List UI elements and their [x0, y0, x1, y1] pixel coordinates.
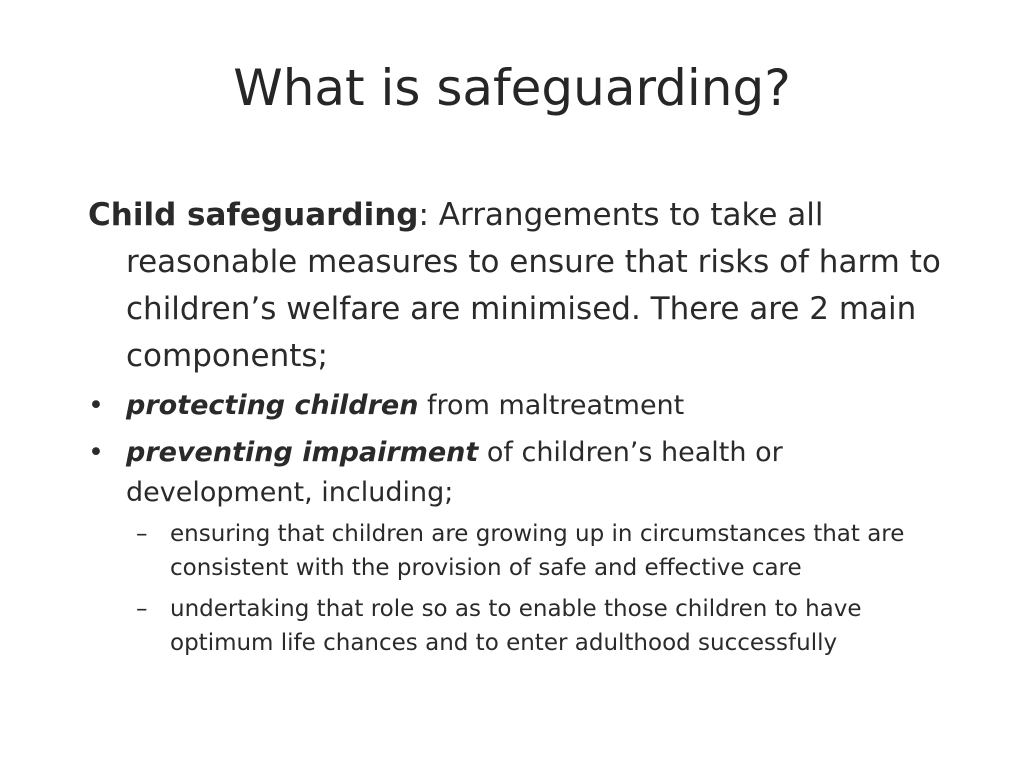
- sub-bullet-item-ensuring: [136, 517, 948, 585]
- bullet-emphasis: protecting children: [126, 390, 419, 421]
- bullet-emphasis: preventing impairment: [126, 437, 479, 468]
- bullet-text: from maltreatment: [418, 390, 685, 421]
- slide-body: [88, 192, 948, 667]
- bullet-list: [88, 386, 948, 660]
- bullet-marker: •: [88, 437, 104, 468]
- sub-bullet-list: [136, 517, 948, 660]
- definition-text: : Arrangements to take all reasonable measures to ensure that risks of harm to children’s welfare are minimised. There are 2 main components;: [126, 197, 941, 374]
- bullet-marker: •: [88, 390, 104, 421]
- definition-term: Child safeguarding: [88, 197, 419, 233]
- sub-bullet-marker: –: [136, 596, 148, 622]
- sub-bullet-text: undertaking that role so as to enable those children to have optimum life chances and to enter adulthood successfully: [170, 596, 862, 656]
- definition-paragraph: [88, 192, 948, 380]
- bullet-item-preventing: [88, 433, 948, 660]
- sub-bullet-text: ensuring that children are growing up in circumstances that are consistent with the provision of safe and effective care: [170, 521, 905, 581]
- slide-title: What is safeguarding?: [233, 59, 791, 117]
- bullet-text: of children’s health or development, including;: [126, 437, 783, 508]
- bullet-item-protecting: [88, 386, 948, 426]
- sub-bullet-item-undertaking: [136, 592, 948, 660]
- sub-bullet-marker: –: [136, 521, 148, 547]
